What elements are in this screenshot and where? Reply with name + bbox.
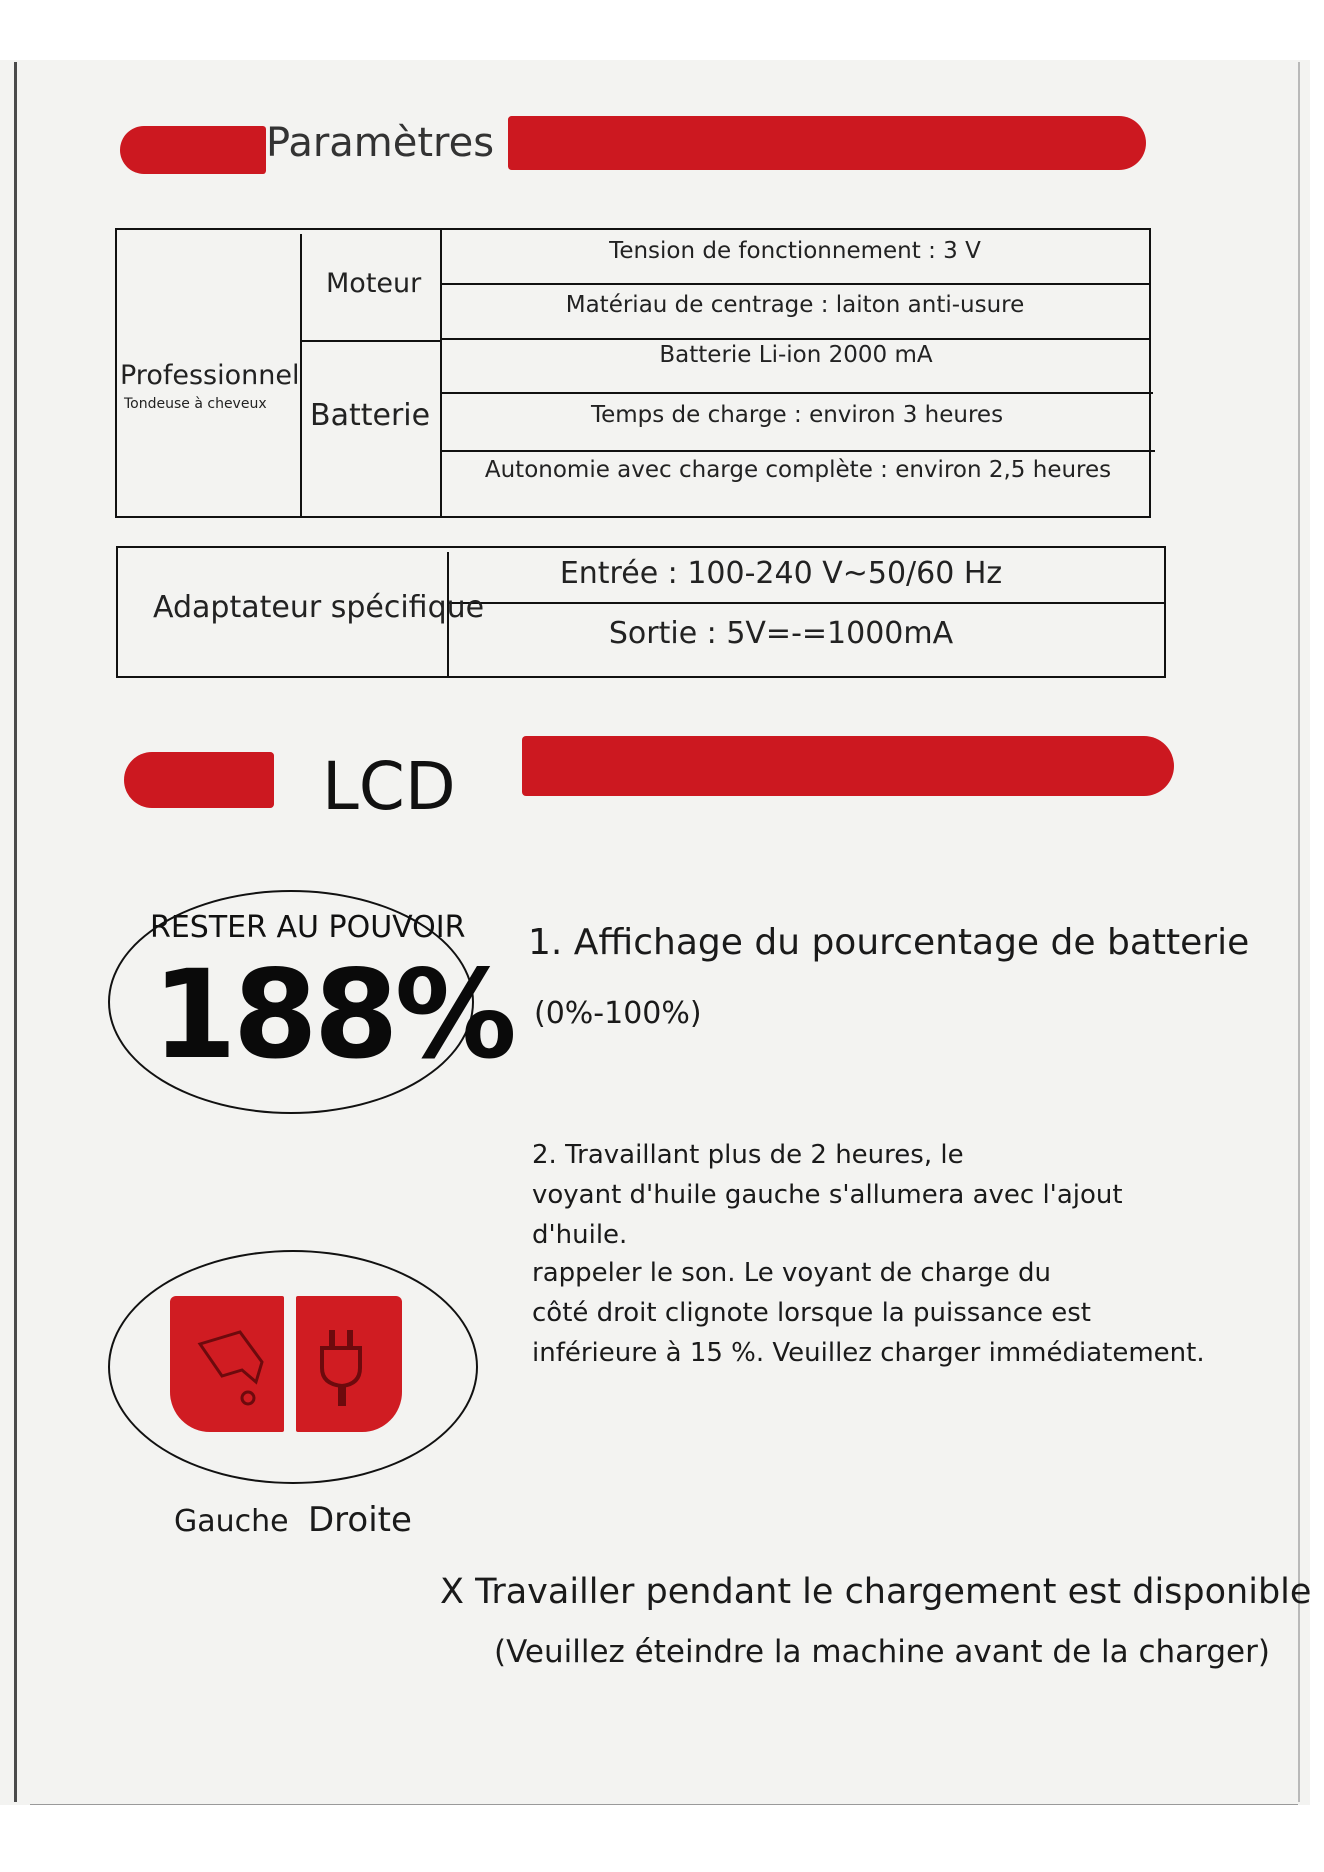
indicator-label-right: Droite [308,1500,412,1540]
note-sub: (Veuillez éteindre la machine avant de la charger) [494,1634,1270,1670]
bottom-margin [0,1805,1324,1872]
indicator-label-left: Gauche [174,1504,289,1539]
heading-bar-left [120,126,266,174]
spec-moteur-label: Moteur [326,268,422,299]
oil-drop-icon [170,1296,284,1432]
adapter-label: Adaptateur spécifique [153,590,485,625]
paper-left-edge [14,62,17,1802]
lcd-bar-right [522,736,1174,796]
lcd-item-1-range: (0%-100%) [534,996,702,1031]
spec-row-5: Autonomie avec charge complète : environ 2,5 heures [484,457,1112,483]
lcd-item-2-line-2: voyant d'huile gauche s'allumera avec l'ajout [532,1180,1123,1210]
spec-batterie-label: Batterie [310,398,431,433]
paper-right-edge [1298,62,1300,1802]
lcd-item-2-line-6: inférieure à 15 %. Veuillez charger immédiatement. [532,1338,1205,1368]
plug-icon [296,1296,402,1432]
spec-left-title: Professionnel [120,360,300,391]
oil-indicator-panel [170,1296,284,1432]
heading-bar-right [508,116,1146,170]
lcd-item-2-line-4: rappeler le son. Le voyant de charge du [532,1258,1052,1288]
lcd-item-2-line-3: d'huile. [532,1220,628,1250]
battery-display-value: 188% [152,944,513,1086]
lcd-item-2-line-5: côté droit clignote lorsque la puissance est [532,1298,1091,1328]
spec-row-1: Tension de fonctionnement : 3 V [609,238,981,264]
spec-row-3: Batterie Li-ion 2000 mA [659,342,933,368]
spec-row-2: Matériau de centrage : laiton anti-usure [565,292,1025,318]
charge-indicator-panel [296,1296,402,1432]
battery-display-label: RESTER AU POUVOIR [150,910,466,945]
adapter-output: Sortie : 5V=-=1000mA [608,616,954,651]
heading-parametres: Paramètres [266,120,495,166]
lcd-item-1: 1. Affichage du pourcentage de batterie [528,922,1250,963]
adapter-input: Entrée : 100-240 V~50/60 Hz [559,556,1003,591]
note-main: X Travailler pendant le chargement est disponible [440,1572,1312,1612]
spec-row-4: Temps de charge : environ 3 heures [590,402,1004,428]
lcd-item-2-line-1: 2. Travaillant plus de 2 heures, le [532,1140,964,1170]
heading-lcd: LCD [322,748,456,825]
spec-left-subtitle: Tondeuse à cheveux [124,396,267,412]
lcd-bar-left [124,752,274,808]
indicator-ellipse [108,1250,478,1484]
